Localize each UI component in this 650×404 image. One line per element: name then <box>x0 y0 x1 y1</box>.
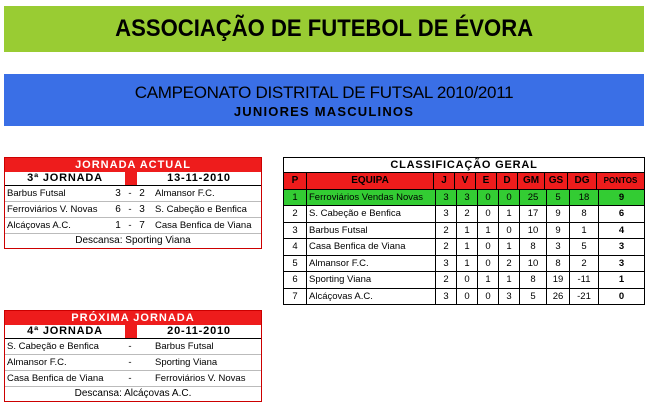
match-row <box>5 355 261 371</box>
home-score: 3 <box>115 188 121 199</box>
cell-played: 3 <box>436 289 457 305</box>
cell-position: 2 <box>284 206 307 222</box>
cell-points: 3 <box>618 257 625 269</box>
cell-wins: 2 <box>457 206 478 222</box>
next-round-subheader <box>5 325 261 339</box>
cell-team: Alcáçovas A.C. <box>307 289 436 305</box>
home-team: S. Cabeção e Benfica <box>7 341 99 352</box>
home-team: Casa Benfica de Viana <box>7 373 104 384</box>
home-team: Ferroviários V. Novas <box>7 204 98 215</box>
cell-wins: 3 <box>457 190 478 206</box>
standings-row <box>284 223 644 240</box>
cell-position: 5 <box>284 256 307 272</box>
cell-wins: 1 <box>457 256 478 272</box>
home-team: Alcáçovas A.C. <box>7 220 71 231</box>
home-score: 6 <box>115 204 121 215</box>
category-title: JUNIORES MASCULINOS <box>233 104 415 119</box>
cell-draws: 1 <box>478 272 499 288</box>
score-separator: - <box>128 341 132 352</box>
away-team: Almansor F.C. <box>155 188 215 199</box>
score-separator: - <box>128 220 132 231</box>
home-score <box>111 339 125 354</box>
cell-wins: 1 <box>457 223 478 239</box>
cell-draws: 0 <box>478 190 499 206</box>
cell-points: 6 <box>618 208 625 219</box>
cell-goal-diff: 5 <box>570 239 599 255</box>
next-round-matches <box>5 339 261 387</box>
cell-goals-for: 8 <box>520 239 547 255</box>
match-row <box>5 202 261 218</box>
cell-team: Almansor F.C. <box>307 256 436 272</box>
cell-goals-against: 26 <box>547 289 570 305</box>
score-separator: - <box>128 357 132 368</box>
next-round-date: 20-11-2010 <box>167 325 231 337</box>
match-row <box>5 339 261 355</box>
cell-draws: 1 <box>478 223 499 239</box>
away-team: Ferroviários V. Novas <box>155 373 246 384</box>
home-score <box>111 371 125 386</box>
cell-goals-for: 10 <box>520 223 547 239</box>
standings-row <box>284 289 644 305</box>
standings-row <box>284 256 644 273</box>
cell-team: Casa Benfica de Viana <box>307 239 436 255</box>
championship-title: CAMPEONATO DISTRITAL DE FUTSAL 2010/2011 <box>134 83 514 102</box>
cell-team: Barbus Futsal <box>307 223 436 239</box>
column-header-team: EQUIPA <box>307 173 434 189</box>
cell-points: 4 <box>618 224 625 236</box>
next-round-number: 4ª JORNADA <box>27 325 103 337</box>
column-header-played: J <box>434 173 455 189</box>
cell-goals-against: 3 <box>547 239 570 255</box>
cell-losses: 1 <box>499 272 520 288</box>
cell-goal-diff: -21 <box>570 289 599 305</box>
cell-wins: 1 <box>457 239 478 255</box>
match-row <box>5 186 261 202</box>
cell-goals-for: 8 <box>520 272 547 288</box>
match-row <box>5 218 261 234</box>
cell-played: 3 <box>436 190 457 206</box>
match-row <box>5 371 261 387</box>
cell-position: 3 <box>284 223 307 239</box>
current-round-rest: Descansa: Sporting Viana <box>75 235 191 246</box>
home-score <box>111 355 125 370</box>
cell-position: 4 <box>284 239 307 255</box>
championship-banner <box>4 74 644 126</box>
away-score: 7 <box>139 220 145 231</box>
column-header-points: PONTOS <box>603 176 638 185</box>
score-separator: - <box>128 204 132 215</box>
away-team: Casa Benfica de Viana <box>155 220 252 231</box>
column-header-position: P <box>284 173 307 189</box>
column-header-draws: E <box>476 173 497 189</box>
cell-goal-diff: 1 <box>570 223 599 239</box>
cell-played: 3 <box>436 206 457 222</box>
standings-row <box>284 190 644 207</box>
cell-wins: 0 <box>457 289 478 305</box>
cell-goals-against: 5 <box>547 190 570 206</box>
current-round-title: JORNADA ACTUAL <box>5 158 261 172</box>
next-round-title: PRÓXIMA JORNADA <box>5 311 261 325</box>
cell-position: 6 <box>284 272 307 288</box>
column-header-losses: D <box>497 173 518 189</box>
column-header-wins: V <box>455 173 476 189</box>
standings-row <box>284 239 644 256</box>
cell-losses: 0 <box>499 190 520 206</box>
cell-team: Ferroviários Vendas Novas <box>307 190 436 206</box>
cell-goals-against: 9 <box>547 223 570 239</box>
next-round-panel <box>4 310 262 402</box>
column-header-goals-against: GS <box>545 173 568 189</box>
cell-losses: 1 <box>499 206 520 222</box>
cell-points: 1 <box>618 274 625 285</box>
cell-goals-for: 10 <box>520 256 547 272</box>
standings-row <box>284 206 644 223</box>
cell-goals-for: 17 <box>520 206 547 222</box>
cell-played: 2 <box>436 272 457 288</box>
away-score <box>135 355 149 370</box>
away-score <box>135 339 149 354</box>
cell-points: 3 <box>618 241 625 252</box>
cell-goal-diff: -11 <box>570 272 599 288</box>
cell-draws: 0 <box>478 289 499 305</box>
cell-losses: 0 <box>499 223 520 239</box>
cell-goals-against: 9 <box>547 206 570 222</box>
away-team: S. Cabeção e Benfica <box>155 204 247 215</box>
next-round-rest: Descansa: Alcáçovas A.C. <box>74 388 192 399</box>
current-round-date: 13-11-2010 <box>167 172 231 184</box>
cell-draws: 0 <box>478 239 499 255</box>
standings-header-row <box>284 173 644 190</box>
current-round-number: 3ª JORNADA <box>27 172 103 184</box>
home-team: Almansor F.C. <box>7 357 67 368</box>
association-title: ASSOCIAÇÃO DE FUTEBOL DE ÉVORA <box>115 15 533 42</box>
standings-row <box>284 272 644 289</box>
cell-draws: 0 <box>478 206 499 222</box>
association-banner <box>4 6 644 52</box>
standings-table <box>283 157 645 305</box>
cell-played: 2 <box>436 239 457 255</box>
cell-goals-for: 5 <box>520 289 547 305</box>
cell-losses: 2 <box>499 256 520 272</box>
standings-title: CLASSIFICAÇÃO GERAL <box>284 158 644 173</box>
home-score: 1 <box>115 220 121 231</box>
cell-goals-against: 19 <box>547 272 570 288</box>
home-team: Barbus Futsal <box>7 188 66 199</box>
cell-team: Sporting Viana <box>307 272 436 288</box>
cell-position: 1 <box>284 190 307 206</box>
cell-goals-for: 25 <box>520 190 547 206</box>
cell-losses: 1 <box>499 239 520 255</box>
column-header-goal-diff: DG <box>568 173 597 189</box>
cell-played: 2 <box>436 223 457 239</box>
away-score: 3 <box>139 204 145 215</box>
cell-team: S. Cabeção e Benfica <box>307 206 436 222</box>
current-round-matches <box>5 186 261 234</box>
cell-goal-diff: 18 <box>570 190 599 206</box>
current-round-subheader <box>5 172 261 186</box>
away-score <box>135 371 149 386</box>
cell-points: 0 <box>618 290 625 302</box>
cell-goal-diff: 2 <box>570 256 599 272</box>
cell-draws: 0 <box>478 256 499 272</box>
current-round-panel <box>4 157 262 249</box>
cell-points: 9 <box>618 191 625 203</box>
away-score: 2 <box>139 188 145 199</box>
column-header-goals-for: GM <box>518 173 545 189</box>
away-team: Barbus Futsal <box>155 341 214 352</box>
cell-goal-diff: 8 <box>570 206 599 222</box>
away-team: Sporting Viana <box>155 357 218 368</box>
cell-position: 7 <box>284 289 307 305</box>
cell-played: 3 <box>436 256 457 272</box>
score-separator: - <box>128 373 132 384</box>
cell-goals-against: 8 <box>547 256 570 272</box>
cell-losses: 3 <box>499 289 520 305</box>
score-separator: - <box>128 188 132 199</box>
cell-wins: 0 <box>457 272 478 288</box>
